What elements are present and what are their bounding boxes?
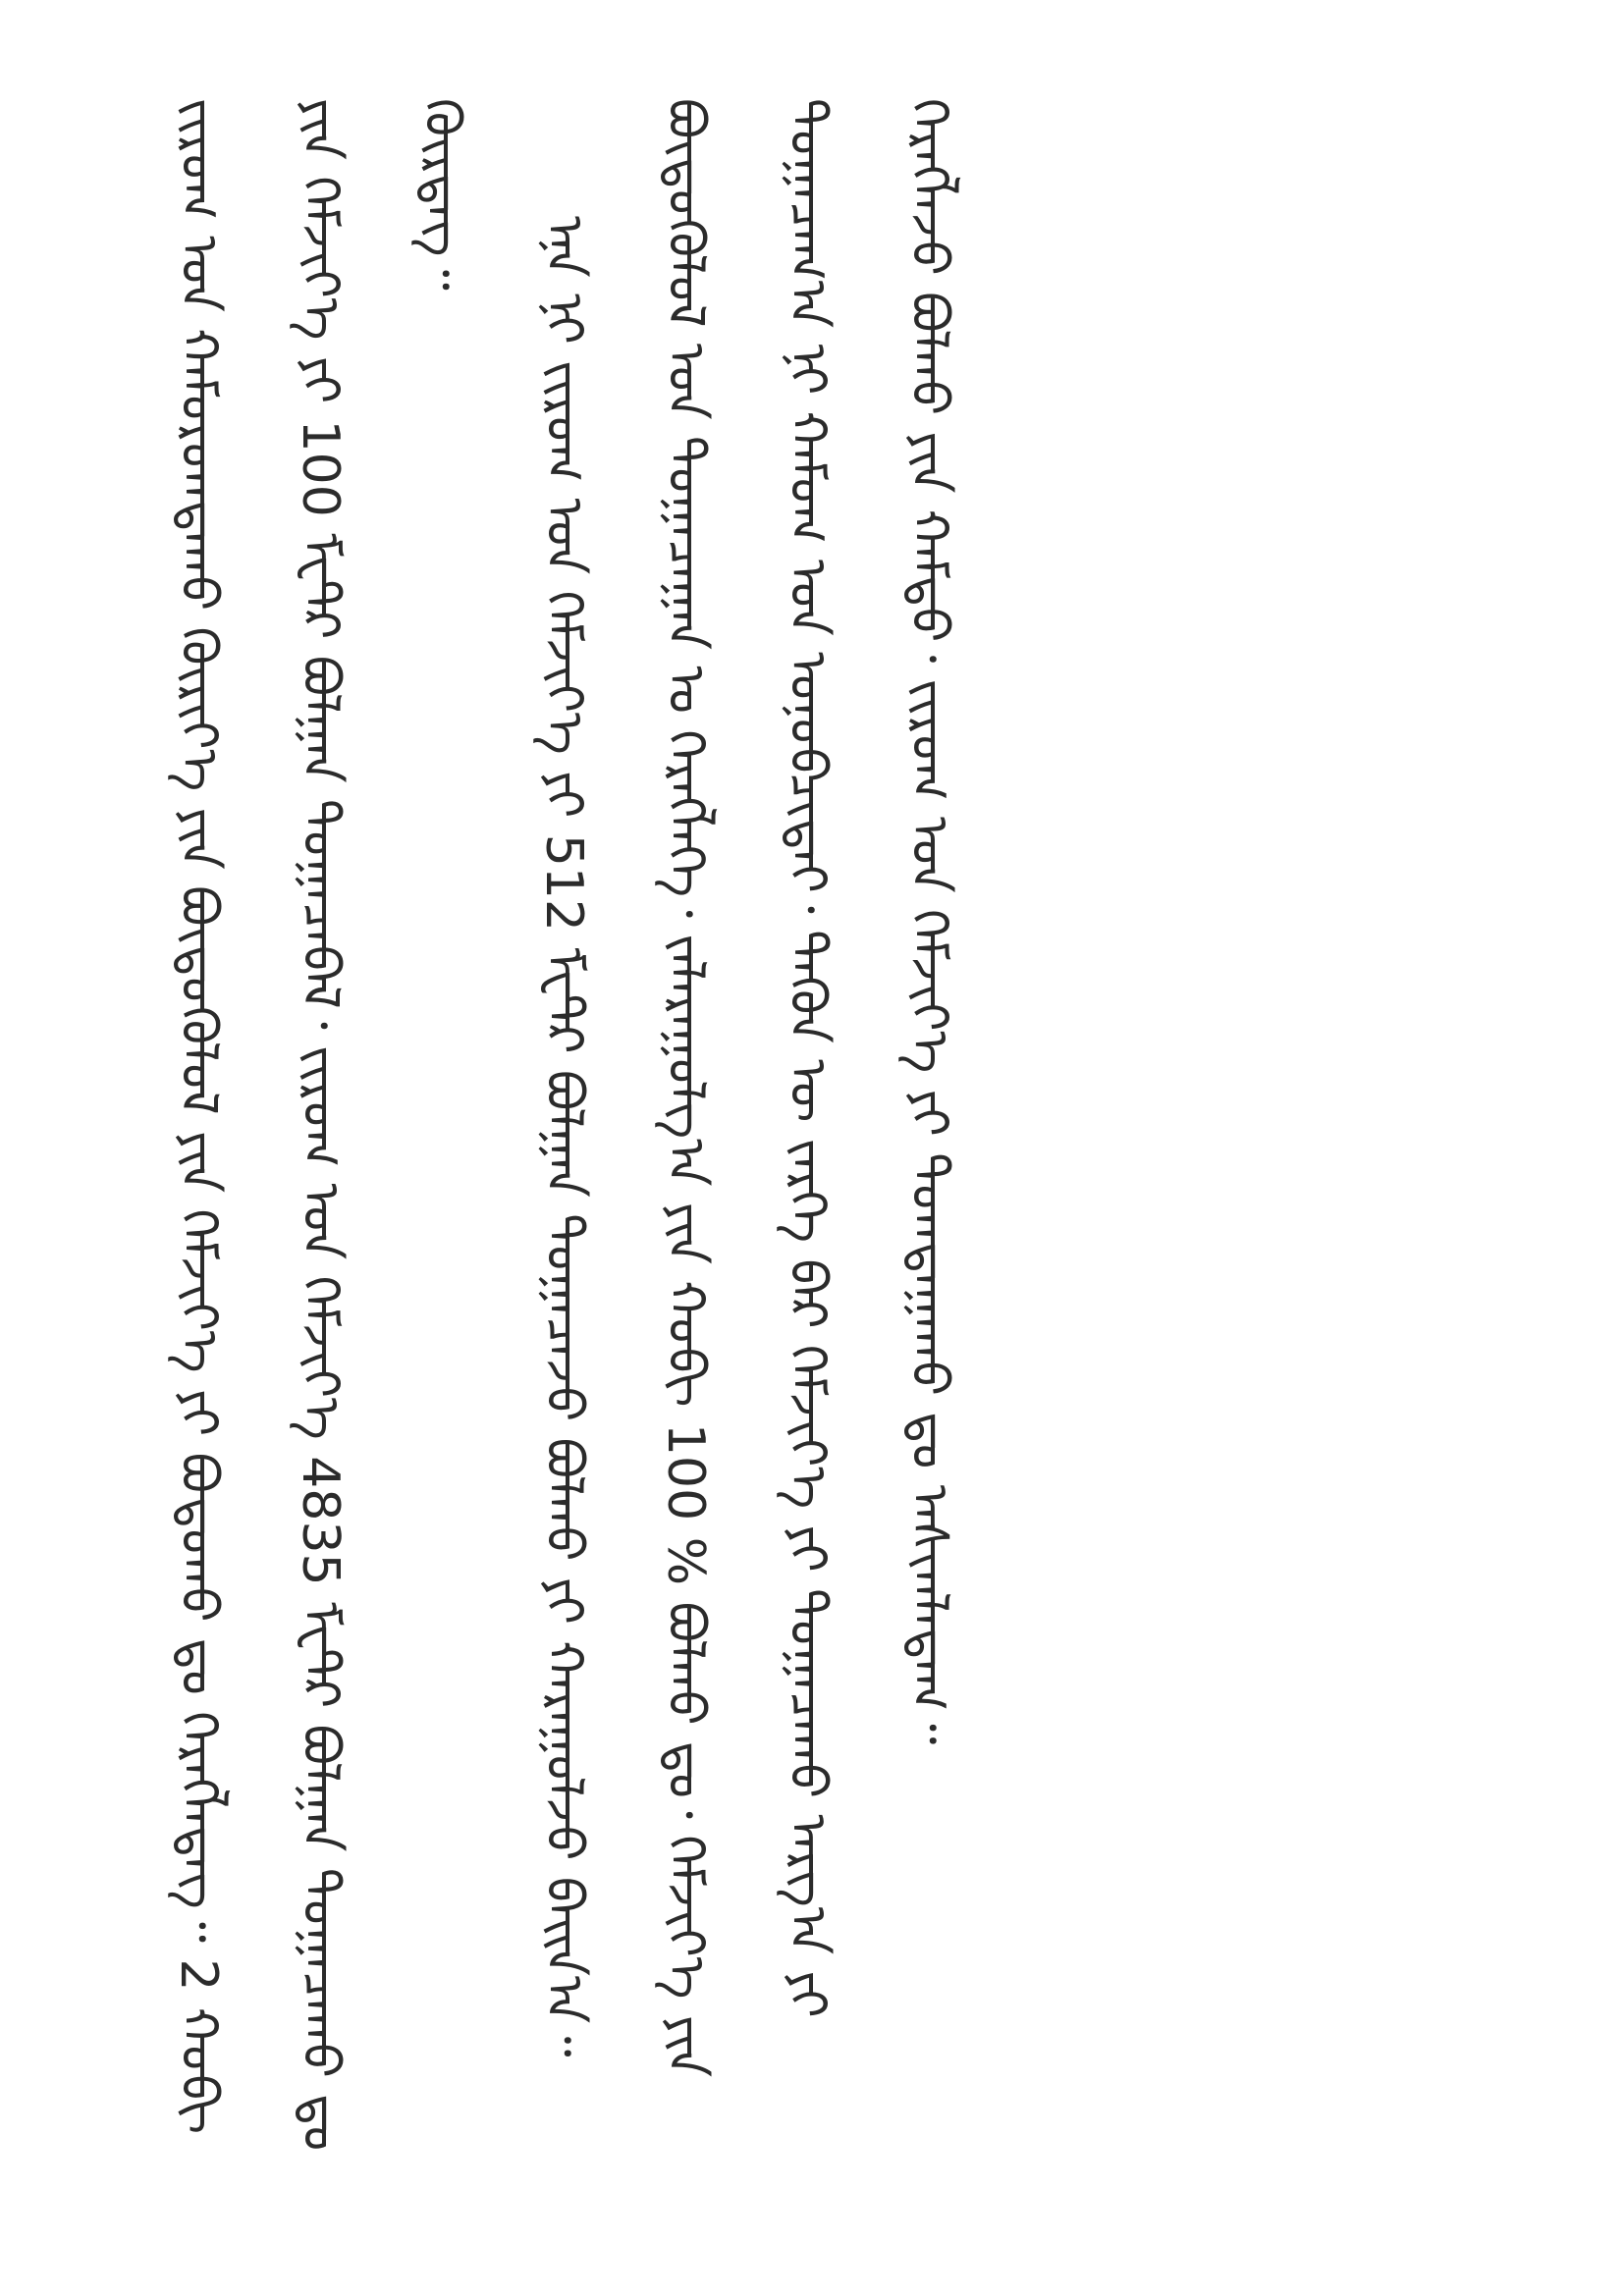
paragraph: ᠪᠦᠳᠦᠭᠦᠯᠦᠯ ᠤᠨ ᠲᠣᠭᠠᠴᠠᠭᠠᠨ ᠤ ᠬᠡᠷᠡᠭᠯᠡᠭᠡ᠂ ᠵᠠᠯᠠᠷᠠᠭᠤᠯᠭ᠎ᠠ ᠶᠢᠨ ᠬᠤᠪᠢ 100 % ᠪᠣᠯᠬᠤ ᠳᠤ᠂ ᠬᠡᠮᠵᠢᠶ᠎ᠡ ᠶᠢᠨ ᠲᠣᠭᠠᠴᠠᠭ᠎ᠠ ᠨᠢ ᠬᠠᠮᠤᠭ ᠤᠨ ᠤᠨᠤᠪᠴᠢᠲᠠᠢ᠂ ᠲᠡᠭᠦᠨ ᠦ ᠵᠡᠷᠭᠡ ᠪᠡᠷ ᠬᠡᠮᠵᠢᠶ᠎ᠡ ᠶᠢ ᠲᠣᠭᠠᠴᠠᠬᠤ ᠠᠷᠭ᠎ᠠ ᠶᠢ ᠬᠡᠷᠡᠭᠯᠡᠵᠦ ᠪᠣᠯᠬᠤ ᠶᠢᠨ ᠬᠠᠮᠲᠤ᠂ ᠵᠢᠷᠤᠭ ᠤᠨ ᠬᠡᠮᠵᠢᠶ᠎ᠡ ᠶᠢ ᠲᠣᠭᠲᠠᠭᠠᠬᠤ ᠳᠤ ᠠᠰᠢᠭᠯᠠᠳᠠᠭ᠃ [656, 98, 958, 2077]
paragraph: ᠵᠢᠷᠤᠭ ᠤᠨ ᠬᠠᠮᠤᠷᠤᠭᠳᠠᠬᠤ ᠬᠦᠷᠢᠶ᠎ᠡ ᠶᠢᠨ ᠪᠦᠳᠦᠭᠦᠯᠦᠯ ᠶᠢᠨ ᠬᠡᠮᠵᠢᠶ᠎ᠡ ᠶᠢ ᠪᠣᠳᠣᠬᠤ ᠳᠤ ᠬᠡᠷᠡᠭᠯᠡᠳᠡᠭ᠃ 2 ᠬᠤᠪᠢ ᠶᠢᠨ ᠬᠡᠮᠵᠢᠶ᠎ᠡ ᠶᠢ 100 ᠮᠧᠲ᠋ᠷ ᠪᠣᠯᠭᠠᠨ ᠲᠣᠭᠠᠴᠠᠪᠠᠯ᠂ ᠵᠢᠷᠤᠭ ᠤᠨ ᠬᠡᠮᠵᠢᠶ᠎ᠡ 4835 ᠮᠧᠲ᠋ᠷ ᠪᠣᠯᠭᠠᠨ ᠲᠣᠭᠠᠴᠠᠬᠤ ᠳᠤ ᠬᠦᠷᠳᠡᠭ᠃ [169, 98, 471, 2152]
paragraph: ᠡᠨᠡ ᠨᠢ ᠵᠢᠷᠤᠭ ᠤᠨ ᠬᠡᠮᠵᠢᠶ᠎ᠡ ᠶᠢ 512 ᠮᠧᠲ᠋ᠷ ᠪᠣᠯᠭᠠᠨ ᠲᠣᠭᠠᠴᠠᠵᠤ ᠪᠣᠯᠬᠤ ᠶᠢ ᠬᠠᠷᠠᠭᠤᠯᠵᠤ ᠪᠠᠢᠨ᠎ᠠ᠃ [534, 216, 593, 2057]
document-body [137, 98, 1453, 2209]
